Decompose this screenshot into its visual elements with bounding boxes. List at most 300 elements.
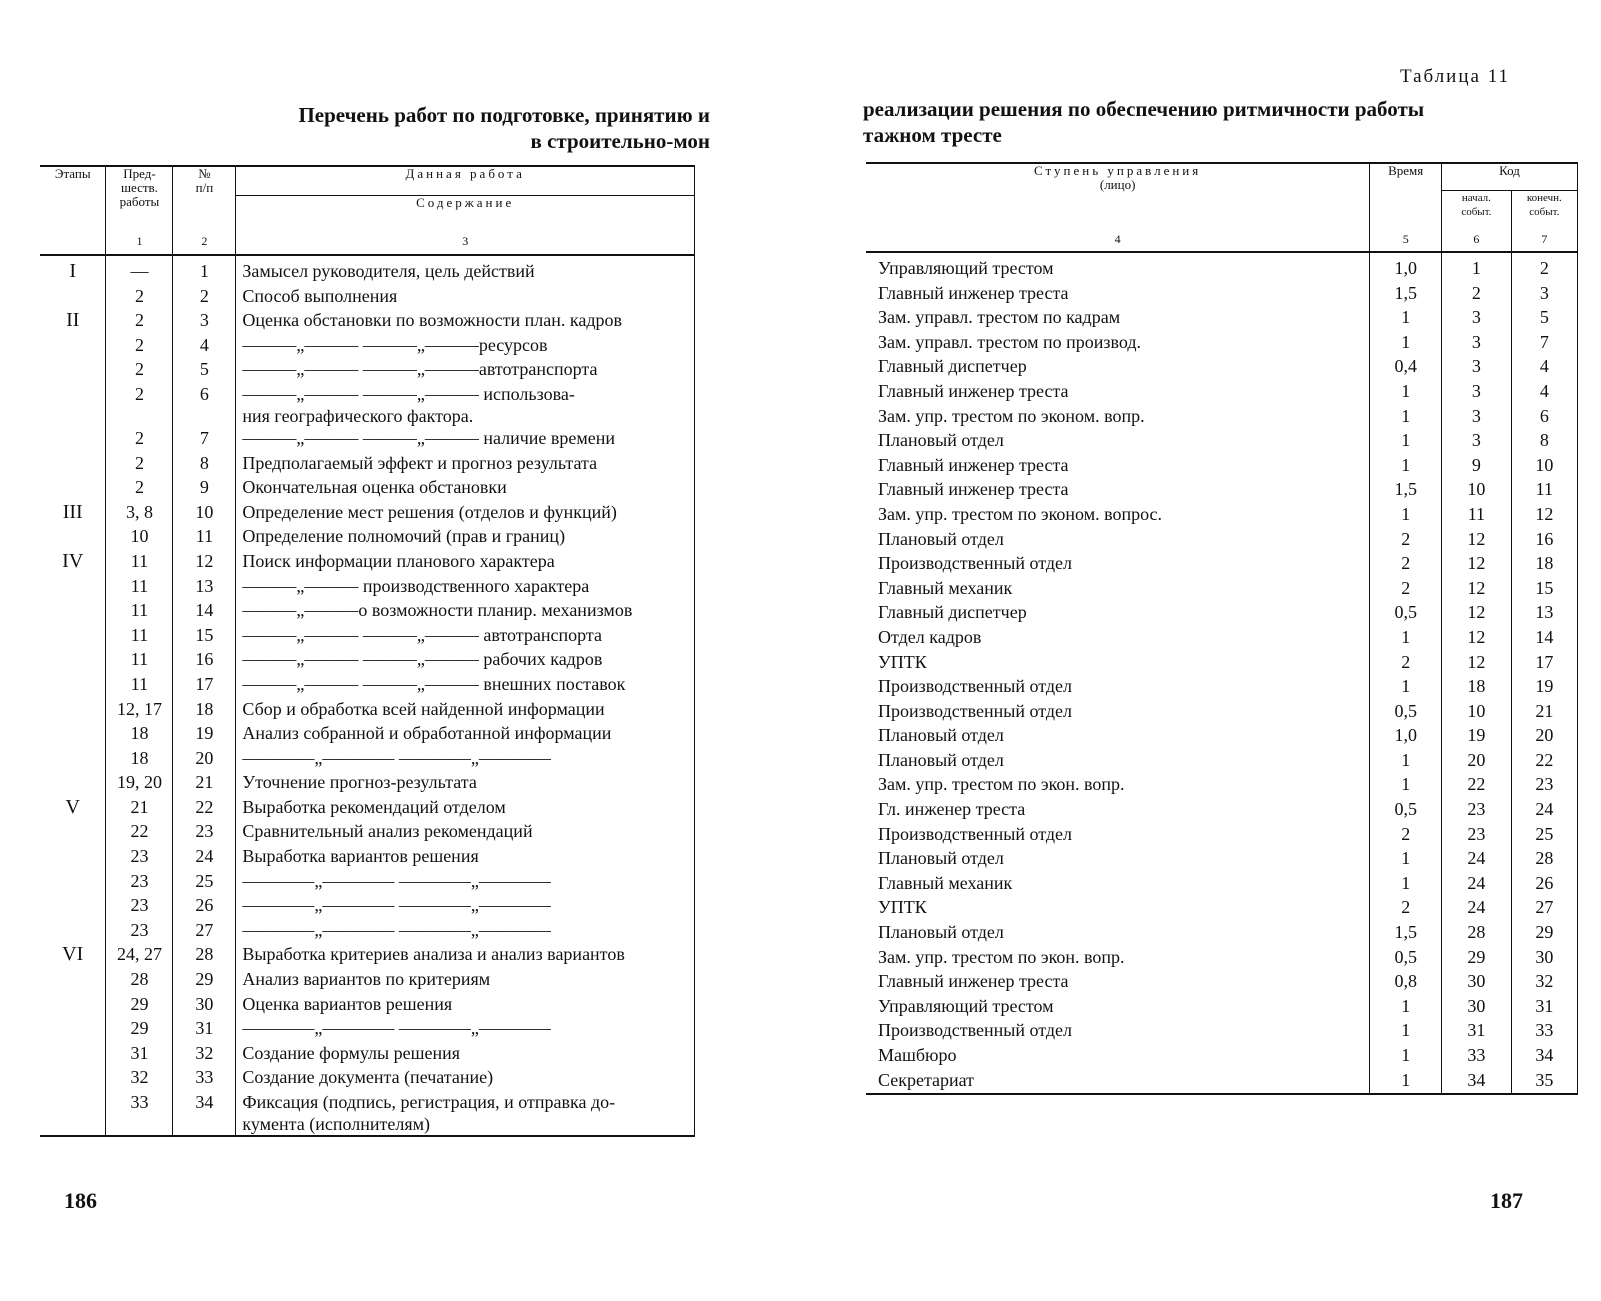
prev-works-cell: 2 [106, 358, 173, 383]
table-row [40, 575, 695, 600]
step-cell: Производственный отдел [878, 1020, 1073, 1041]
table-row [866, 282, 1578, 307]
work-content-cell: ———„——— ———„——— автотранспорта [236, 624, 695, 649]
end-event-cell: 10 [1511, 454, 1577, 479]
prev-works-cell: 2 [106, 309, 173, 334]
end-event-cell: 16 [1511, 528, 1577, 553]
work-content-cell: Выработка критериев анализа и анализ вариантов [236, 943, 695, 968]
end-event-cell: 4 [1511, 355, 1577, 380]
table-row [40, 1042, 695, 1067]
time-cell: 0,5 [1370, 798, 1442, 823]
step-cell: Гл. инженер треста [878, 799, 1026, 820]
time-cell: 0,4 [1370, 355, 1442, 380]
table-row [40, 747, 695, 772]
table-row [40, 648, 695, 673]
table-row [866, 306, 1578, 331]
stage-cell: III [62, 500, 83, 523]
table-row [866, 798, 1578, 823]
start-event-cell: 10 [1442, 700, 1512, 725]
start-event-cell: 2 [1442, 282, 1512, 307]
time-cell: 1 [1370, 1019, 1442, 1044]
table-row [40, 698, 695, 723]
step-cell: УПТК [878, 897, 927, 918]
work-content-cell: Оценка обстановки по возможности план. кадров [236, 309, 695, 334]
works-table-body [40, 255, 695, 1136]
end-event-cell: 6 [1511, 405, 1577, 430]
step-cell: Главный диспетчер [878, 356, 1027, 377]
table-row [866, 700, 1578, 725]
table-row [866, 1044, 1578, 1069]
stage-cell [40, 845, 106, 870]
step-cell: УПТК [878, 651, 927, 672]
start-event-cell: 3 [1442, 429, 1512, 454]
start-event-cell: 20 [1442, 749, 1512, 774]
prev-works-cell: 2 [106, 334, 173, 359]
table-row [40, 427, 695, 452]
work-number-cell: 30 [173, 993, 236, 1018]
prev-works-cell: 11 [106, 550, 173, 575]
stage-cell [40, 993, 106, 1018]
time-cell: 1,5 [1370, 478, 1442, 503]
time-cell: 1 [1370, 380, 1442, 405]
work-number-cell: 10 [173, 501, 236, 526]
stage-cell [40, 894, 106, 919]
step-cell: Секретариат [878, 1069, 975, 1090]
step-cell: Плановый отдел [878, 922, 1004, 943]
time-cell: 1,0 [1370, 724, 1442, 749]
start-event-cell: 18 [1442, 675, 1512, 700]
prev-works-cell: 22 [106, 820, 173, 845]
end-event-cell: 22 [1511, 749, 1577, 774]
time-cell: 1 [1370, 306, 1442, 331]
col-number-prev: 1 [106, 228, 173, 255]
prev-works-cell: 2 [106, 427, 173, 452]
table-row [40, 525, 695, 550]
table-row [40, 993, 695, 1018]
table-row [40, 1091, 695, 1136]
step-cell: Зам. управл. трестом по кадрам [878, 307, 1121, 328]
start-event-cell: 24 [1442, 896, 1512, 921]
prev-works-cell: 28 [106, 968, 173, 993]
start-event-cell: 23 [1442, 798, 1512, 823]
left-page [0, 0, 760, 1301]
work-number-cell: 25 [173, 870, 236, 895]
right-heading-line1: реализации решения по обеспечению ритмичности работы [863, 97, 1425, 121]
table-row [40, 255, 695, 285]
management-steps-table-body [866, 252, 1578, 1094]
step-cell: Производственный отдел [878, 553, 1073, 574]
start-event-cell: 12 [1442, 601, 1512, 626]
end-event-cell: 8 [1511, 429, 1577, 454]
start-event-cell: 3 [1442, 331, 1512, 356]
table-row [866, 675, 1578, 700]
work-number-cell: 19 [173, 722, 236, 747]
table-row [866, 252, 1578, 282]
table-row [866, 1069, 1578, 1095]
step-cell: Зам. управл. трестом по производ. [878, 331, 1141, 352]
start-event-cell: 33 [1442, 1044, 1512, 1069]
stage-cell [40, 1091, 106, 1136]
prev-works-cell: 21 [106, 796, 173, 821]
work-number-cell: 33 [173, 1066, 236, 1091]
col-header-time: Время [1370, 163, 1442, 227]
prev-works-cell: 11 [106, 599, 173, 624]
left-heading-line2: в строительно-мон [530, 129, 710, 153]
work-content-cell: Уточнение прогноз-результата [236, 771, 695, 796]
start-event-cell: 3 [1442, 380, 1512, 405]
work-number-cell: 20 [173, 747, 236, 772]
step-cell: Отдел кадров [878, 626, 982, 647]
table-row [866, 454, 1578, 479]
stage-cell [40, 452, 106, 477]
table-row [866, 995, 1578, 1020]
step-cell: Производственный отдел [878, 823, 1073, 844]
stage-cell [40, 722, 106, 747]
stage-cell [40, 968, 106, 993]
table-row [40, 309, 695, 334]
step-cell: Зам. упр. трестом по экон. вопр. [878, 774, 1125, 795]
work-content-cell: ———„——— производственного характера [236, 575, 695, 600]
table-row [40, 624, 695, 649]
time-cell: 1 [1370, 503, 1442, 528]
stage-cell [40, 698, 106, 723]
stage-cell [40, 820, 106, 845]
time-cell: 1,0 [1370, 252, 1442, 282]
work-number-cell: 29 [173, 968, 236, 993]
stage-cell [40, 1017, 106, 1042]
time-cell: 2 [1370, 528, 1442, 553]
prev-works-cell: 23 [106, 919, 173, 944]
table-row [40, 771, 695, 796]
work-content-cell: Сбор и обработка всей найденной информации [236, 698, 695, 723]
end-event-cell: 14 [1511, 626, 1577, 651]
table-row [866, 355, 1578, 380]
time-cell: 0,5 [1370, 700, 1442, 725]
start-event-cell: 29 [1442, 946, 1512, 971]
prev-works-cell: 12, 17 [106, 698, 173, 723]
time-cell: 1 [1370, 749, 1442, 774]
prev-works-cell: 33 [106, 1091, 173, 1136]
step-cell: Зам. упр. трестом по экон. вопр. [878, 946, 1125, 967]
work-number-cell: 3 [173, 309, 236, 334]
work-number-cell: 27 [173, 919, 236, 944]
work-content-cell: Фиксация (подпись, регистрация, и отправка до- кумента (исполнителям) [236, 1091, 695, 1136]
end-event-cell: 3 [1511, 282, 1577, 307]
col-header-number: № п/п [173, 166, 236, 228]
management-steps-table [866, 162, 1578, 1095]
step-cell: Плановый отдел [878, 430, 1004, 451]
work-content-cell: ———„——— ———„——— использова- ния географического фактора. [236, 383, 695, 427]
prev-works-cell: 11 [106, 648, 173, 673]
step-cell: Главный инженер треста [878, 282, 1069, 303]
left-heading-line1: Перечень работ по подготовке, принятию и [298, 103, 710, 127]
work-content-cell: ————„———— ————„———— [236, 919, 695, 944]
work-number-cell: 22 [173, 796, 236, 821]
table-row [40, 870, 695, 895]
step-cell: Производственный отдел [878, 700, 1073, 721]
end-event-cell: 15 [1511, 577, 1577, 602]
work-number-cell: 5 [173, 358, 236, 383]
left-page-heading [220, 102, 710, 154]
time-cell: 1 [1370, 847, 1442, 872]
work-number-cell: 17 [173, 673, 236, 698]
table-row [40, 334, 695, 359]
table-row [40, 894, 695, 919]
table-row [866, 380, 1578, 405]
right-page-heading [863, 96, 1523, 148]
work-content-cell: Анализ вариантов по критериям [236, 968, 695, 993]
right-page [800, 0, 1601, 1301]
work-content-cell: ———„———о возможности планир. механизмов [236, 599, 695, 624]
end-event-cell: 2 [1511, 252, 1577, 282]
stage-cell [40, 771, 106, 796]
step-cell: Плановый отдел [878, 725, 1004, 746]
stage-cell [40, 624, 106, 649]
time-cell: 1 [1370, 1069, 1442, 1095]
stage-cell [40, 648, 106, 673]
stage-cell [40, 599, 106, 624]
work-number-cell: 16 [173, 648, 236, 673]
col-header-stages: Этапы [54, 166, 91, 181]
end-event-cell: 17 [1511, 651, 1577, 676]
work-content-cell: ———„——— ———„——— внешних поставок [236, 673, 695, 698]
stage-cell: I [69, 260, 77, 282]
prev-works-cell: 23 [106, 870, 173, 895]
prev-works-cell: 31 [106, 1042, 173, 1067]
start-event-cell: 30 [1442, 970, 1512, 995]
start-event-cell: 12 [1442, 552, 1512, 577]
time-cell: 2 [1370, 577, 1442, 602]
start-event-cell: 1 [1442, 252, 1512, 282]
work-number-cell: 7 [173, 427, 236, 452]
end-event-cell: 27 [1511, 896, 1577, 921]
start-event-cell: 9 [1442, 454, 1512, 479]
table-row [866, 552, 1578, 577]
step-cell: Главный инженер треста [878, 971, 1069, 992]
table-row [866, 626, 1578, 651]
start-event-cell: 28 [1442, 921, 1512, 946]
prev-works-cell: 11 [106, 673, 173, 698]
col-number-stages [40, 228, 106, 255]
table-row [866, 921, 1578, 946]
work-content-cell: ———„——— ———„——— наличие времени [236, 427, 695, 452]
prev-works-cell: 3, 8 [106, 501, 173, 526]
start-event-cell: 22 [1442, 773, 1512, 798]
work-number-cell: 34 [173, 1091, 236, 1136]
time-cell: 1 [1370, 331, 1442, 356]
table-row [40, 968, 695, 993]
work-content-cell: Предполагаемый эффект и прогноз результата [236, 452, 695, 477]
start-event-cell: 3 [1442, 306, 1512, 331]
table-row [40, 722, 695, 747]
col-number-end: 7 [1511, 227, 1577, 252]
work-number-cell: 21 [173, 771, 236, 796]
work-number-cell: 31 [173, 1017, 236, 1042]
step-cell: Производственный отдел [878, 676, 1073, 697]
table-row [40, 845, 695, 870]
table-row [40, 943, 695, 968]
work-content-cell: Поиск информации планового характера [236, 550, 695, 575]
end-event-cell: 32 [1511, 970, 1577, 995]
time-cell: 0,8 [1370, 970, 1442, 995]
table-row [866, 724, 1578, 749]
table-row [866, 528, 1578, 553]
end-event-cell: 29 [1511, 921, 1577, 946]
start-event-cell: 31 [1442, 1019, 1512, 1044]
table-row [40, 358, 695, 383]
step-cell: Главный механик [878, 577, 1013, 598]
work-content-cell: Создание документа (печатание) [236, 1066, 695, 1091]
time-cell: 2 [1370, 896, 1442, 921]
time-cell: 1,5 [1370, 921, 1442, 946]
end-event-cell: 12 [1511, 503, 1577, 528]
col-number-content: 3 [236, 228, 695, 255]
time-cell: 1 [1370, 995, 1442, 1020]
work-number-cell: 14 [173, 599, 236, 624]
table-row [866, 823, 1578, 848]
table-label: Таблица 11 [1399, 66, 1510, 87]
work-content-cell: Сравнительный анализ рекомендаций [236, 820, 695, 845]
work-number-cell: 12 [173, 550, 236, 575]
start-event-cell: 24 [1442, 872, 1512, 897]
work-content-cell: ————„———— ————„———— [236, 747, 695, 772]
end-event-cell: 26 [1511, 872, 1577, 897]
table-row [866, 896, 1578, 921]
work-content-cell: Выработка рекомендаций отделом [236, 796, 695, 821]
stage-cell [40, 358, 106, 383]
end-event-cell: 5 [1511, 306, 1577, 331]
time-cell: 1 [1370, 773, 1442, 798]
time-cell: 2 [1370, 651, 1442, 676]
end-event-cell: 24 [1511, 798, 1577, 823]
work-number-cell: 26 [173, 894, 236, 919]
stage-cell: VI [62, 943, 84, 966]
prev-works-cell: 24, 27 [106, 943, 173, 968]
work-number-cell: 24 [173, 845, 236, 870]
step-cell: Главный диспетчер [878, 602, 1027, 623]
time-cell: 1 [1370, 1044, 1442, 1069]
stage-cell: V [65, 795, 80, 818]
works-table [40, 165, 695, 1137]
end-event-cell: 7 [1511, 331, 1577, 356]
step-cell: Машбюро [878, 1045, 957, 1065]
table-row [40, 673, 695, 698]
prev-works-cell: 29 [106, 1017, 173, 1042]
work-content-cell: Создание формулы решения [236, 1042, 695, 1067]
work-content-cell: Выработка вариантов решения [236, 845, 695, 870]
col-number-time: 5 [1370, 227, 1442, 252]
step-cell: Управляющий трестом [878, 258, 1054, 278]
stage-cell: II [66, 309, 80, 332]
step-cell: Главный инженер треста [878, 380, 1069, 401]
work-content-cell: ———„——— ———„———автотранспорта [236, 358, 695, 383]
end-event-cell: 34 [1511, 1044, 1577, 1069]
prev-works-cell: 2 [106, 285, 173, 310]
table-row [866, 872, 1578, 897]
table-row [40, 919, 695, 944]
work-number-cell: 15 [173, 624, 236, 649]
work-content-cell: Определение полномочий (прав и границ) [236, 525, 695, 550]
end-event-cell: 4 [1511, 380, 1577, 405]
start-event-cell: 3 [1442, 405, 1512, 430]
start-event-cell: 12 [1442, 651, 1512, 676]
prev-works-cell: 29 [106, 993, 173, 1018]
page-number-left: 186 [64, 1188, 97, 1213]
work-content-cell: Оценка вариантов решения [236, 993, 695, 1018]
end-event-cell: 25 [1511, 823, 1577, 848]
time-cell: 0,5 [1370, 601, 1442, 626]
table-row [40, 599, 695, 624]
table-row [40, 476, 695, 501]
stage-cell [40, 525, 106, 550]
step-cell: Плановый отдел [878, 749, 1004, 770]
work-content-cell: Замысел руководителя, цель действий [236, 255, 695, 285]
step-cell: Зам. упр. трестом по эконом. вопрос. [878, 503, 1163, 524]
table-row [40, 285, 695, 310]
step-cell: Зам. упр. трестом по эконом. вопр. [878, 405, 1145, 426]
table-row [40, 820, 695, 845]
work-number-cell: 6 [173, 383, 236, 427]
prev-works-cell: 2 [106, 452, 173, 477]
work-content-cell: ————„———— ————„———— [236, 894, 695, 919]
table-row [866, 946, 1578, 971]
col-header-prev-works: Пред- шеств. работы [106, 166, 173, 228]
work-number-cell: 23 [173, 820, 236, 845]
work-number-cell: 13 [173, 575, 236, 600]
time-cell: 1 [1370, 454, 1442, 479]
end-event-cell: 31 [1511, 995, 1577, 1020]
table-row [866, 405, 1578, 430]
prev-works-cell: 2 [106, 476, 173, 501]
table-row [40, 501, 695, 526]
work-number-cell: 11 [173, 525, 236, 550]
table-row [866, 773, 1578, 798]
start-event-cell: 34 [1442, 1069, 1512, 1095]
table-row [40, 383, 695, 427]
end-event-cell: 35 [1511, 1069, 1577, 1095]
table-row [866, 1019, 1578, 1044]
table-row [40, 452, 695, 477]
prev-works-cell: 2 [106, 383, 173, 427]
prev-works-cell: 11 [106, 624, 173, 649]
time-cell: 2 [1370, 552, 1442, 577]
prev-works-cell: 23 [106, 845, 173, 870]
start-event-cell: 10 [1442, 478, 1512, 503]
work-content-cell: Анализ собранной и обработанной информации [236, 722, 695, 747]
step-cell: Главный инженер треста [878, 479, 1069, 500]
table-row [866, 478, 1578, 503]
group-header-code: Код [1442, 163, 1578, 191]
step-cell: Главный механик [878, 872, 1013, 893]
time-cell: 2 [1370, 823, 1442, 848]
col-number-step: 4 [866, 227, 1370, 252]
prev-works-cell: 10 [106, 525, 173, 550]
start-event-cell: 3 [1442, 355, 1512, 380]
start-event-cell: 30 [1442, 995, 1512, 1020]
time-cell: 1,5 [1370, 282, 1442, 307]
table-row [866, 970, 1578, 995]
stage-cell [40, 427, 106, 452]
col-header-content: Содержание [236, 196, 695, 229]
end-event-cell: 21 [1511, 700, 1577, 725]
work-number-cell: 18 [173, 698, 236, 723]
col-number-no: 2 [173, 228, 236, 255]
col-header-end-event: конечн. событ. [1511, 191, 1577, 228]
step-cell: Плановый отдел [878, 528, 1004, 549]
stage-cell [40, 575, 106, 600]
end-event-cell: 23 [1511, 773, 1577, 798]
time-cell: 0,5 [1370, 946, 1442, 971]
